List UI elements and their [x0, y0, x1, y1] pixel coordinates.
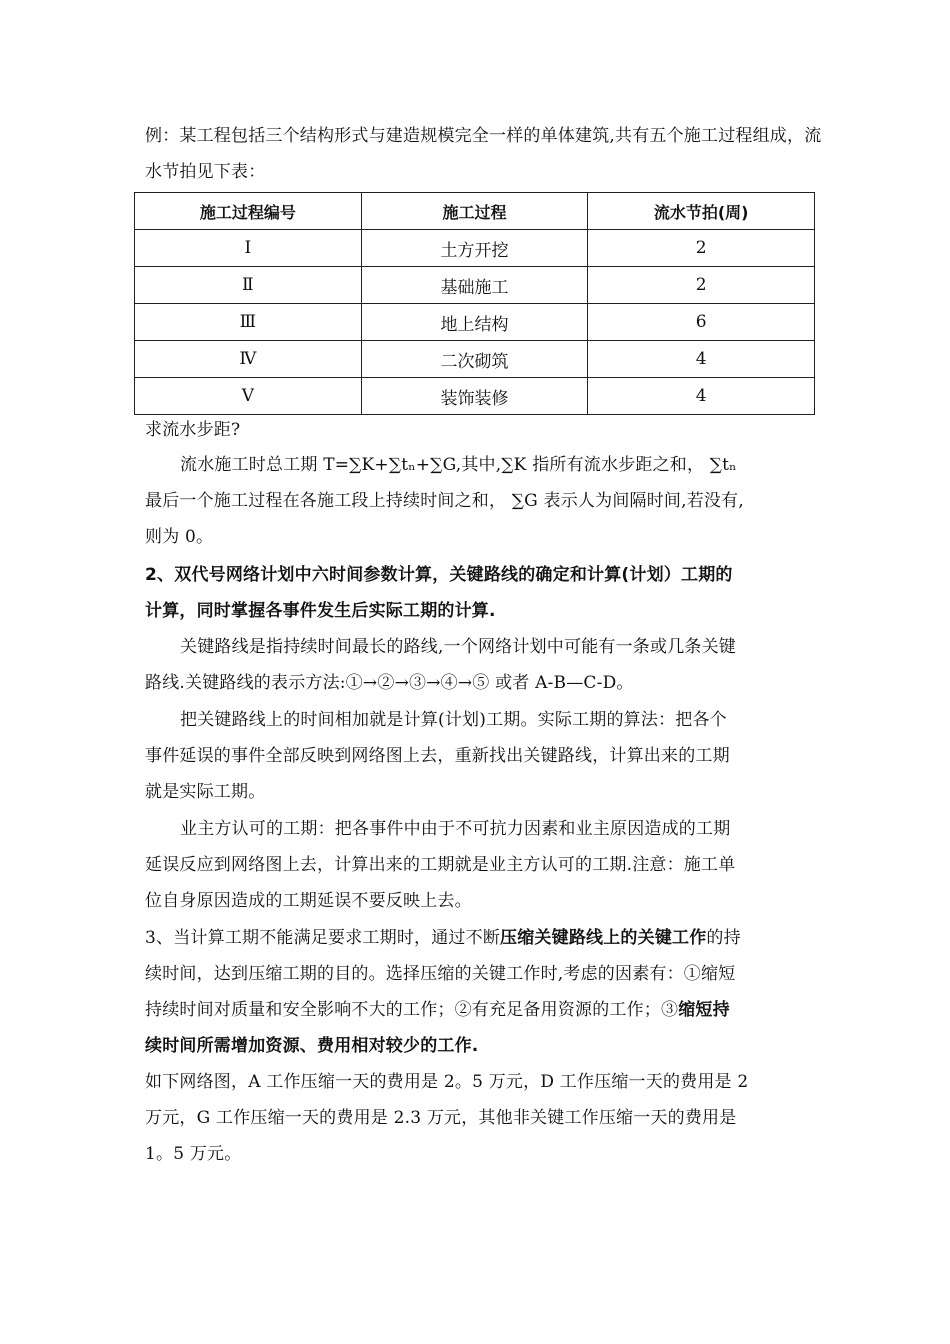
table-header-row [135, 193, 815, 230]
cell-process: 基础施工 [361, 267, 588, 304]
owner-period-para-line-3: 位自身原因造成的工期延误不要反映上去。 [145, 891, 472, 911]
critical-path-para-line-2: 路线.关键路线的表示方法:①→②→③→④→⑤ 或者 A-B—C-D。 [145, 673, 634, 693]
section-3-line-3 [145, 999, 730, 1021]
formula-line-1: 流水施工时总工期 T=∑K+∑tₙ+∑G,其中,∑K 指所有流水步距之和， ∑tₙ [180, 455, 737, 475]
table-row [135, 267, 815, 304]
cost-line-1: 如下网络图，A 工作压缩一天的费用是 2。5 万元，D 工作压缩一天的费用是 2 [145, 1072, 749, 1092]
question-text: 求流水步距? [145, 420, 241, 440]
section-3-line-1 [145, 927, 741, 949]
header-process-number: 施工过程编号 [135, 193, 362, 230]
header-rhythm: 流水节拍(周) [588, 193, 815, 230]
actual-period-para-line-3: 就是实际工期。 [145, 782, 266, 802]
section-3-emphasis-1: 压缩关键路线上的关键工作 [500, 928, 707, 948]
cell-process: 地上结构 [361, 304, 588, 341]
cell-process-number: Ⅱ [135, 267, 362, 304]
owner-period-para-line-1: 业主方认可的工期：把各事件中由于不可抗力因素和业主原因造成的工期 [180, 819, 731, 839]
cell-process-number: Ⅲ [135, 304, 362, 341]
cell-process-number: Ⅰ [135, 230, 362, 267]
cell-rhythm: 2 [588, 230, 815, 267]
table-row [135, 230, 815, 267]
cell-process: 二次砌筑 [361, 341, 588, 378]
cost-line-2: 万元，G 工作压缩一天的费用是 2.3 万元，其他非关键工作压缩一天的费用是 [145, 1108, 737, 1128]
cell-rhythm: 6 [588, 304, 815, 341]
flow-rhythm-table [134, 192, 815, 415]
section-3-emphasis-2: 缩短持 [678, 1000, 730, 1020]
section-3-line-1-start: 3、当计算工期不能满足要求工期时，通过不断 [145, 928, 501, 948]
section-3-line-1-end: 的持 [706, 928, 741, 948]
cell-rhythm: 4 [588, 378, 815, 415]
critical-path-para-line-1: 关键路线是指持续时间最长的路线,一个网络计划中可能有一条或几条关键 [180, 637, 737, 657]
table-row [135, 378, 815, 415]
cell-rhythm: 2 [588, 267, 815, 304]
formula-line-2: 最后一个施工过程在各施工段上持续时间之和， ∑G 表示人为间隔时间,若没有, [145, 491, 744, 511]
section-3-line-3-start: 持续时间对质量和安全影响不大的工作；②有充足备用资源的工作；③ [145, 1000, 679, 1020]
intro-line-2: 水节拍见下表： [145, 162, 266, 182]
header-process: 施工过程 [361, 193, 588, 230]
cost-line-3: 1。5 万元。 [145, 1144, 242, 1164]
cell-process-number: Ⅴ [135, 378, 362, 415]
cell-rhythm: 4 [588, 341, 815, 378]
cell-process: 土方开挖 [361, 230, 588, 267]
actual-period-para-line-1: 把关键路线上的时间相加就是计算(计划)工期。实际工期的算法：把各个 [180, 710, 727, 730]
table-row [135, 341, 815, 378]
section-2-heading-line-2: 计算，同时掌握各事件发生后实际工期的计算. [145, 601, 496, 621]
owner-period-para-line-2: 延误反应到网络图上去，计算出来的工期就是业主方认可的工期.注意：施工单 [145, 855, 736, 875]
intro-line-1: 例：某工程包括三个结构形式与建造规模完全一样的单体建筑,共有五个施工过程组成，流 [145, 126, 822, 146]
section-3-line-4: 续时间所需增加资源、费用相对较少的工作. [145, 1036, 479, 1056]
section-2-heading-line-1: 2、双代号网络计划中六时间参数计算，关键路线的确定和计算(计划）工期的 [145, 565, 733, 585]
actual-period-para-line-2: 事件延误的事件全部反映到网络图上去，重新找出关键路线，计算出来的工期 [145, 746, 730, 766]
cell-process: 装饰装修 [361, 378, 588, 415]
table-row [135, 304, 815, 341]
section-3-line-2: 续时间，达到压缩工期的目的。选择压缩的关键工作时,考虑的因素有：①缩短 [145, 964, 736, 984]
formula-line-3: 则为 0。 [145, 527, 214, 547]
cell-process-number: Ⅳ [135, 341, 362, 378]
